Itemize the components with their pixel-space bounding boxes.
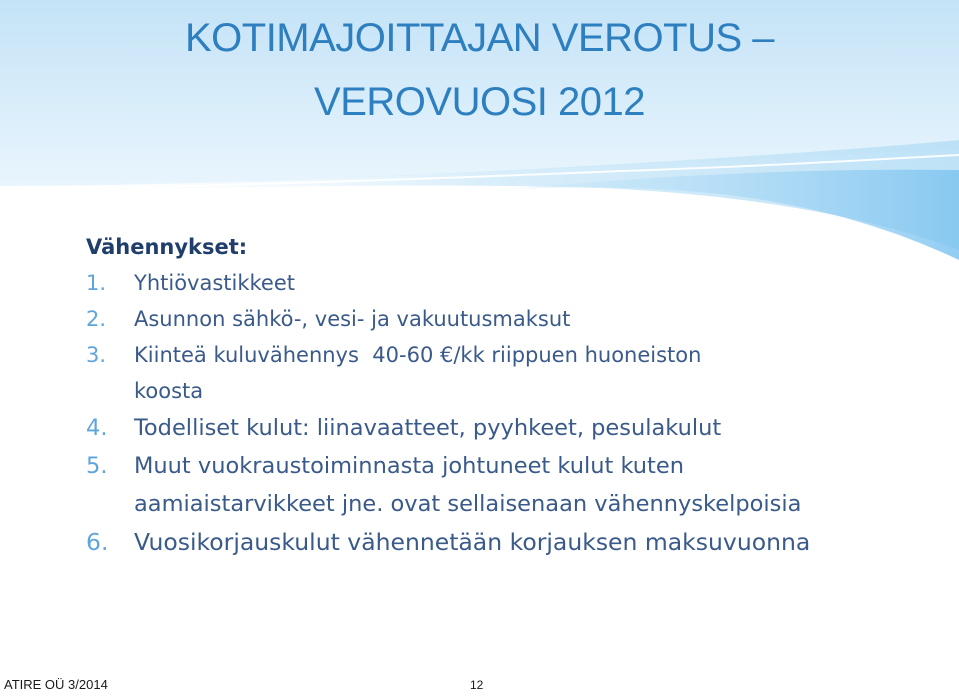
list-item-6 bbox=[86, 523, 926, 562]
list-item-2 bbox=[86, 301, 926, 337]
slide-title-line-1: KOTIMAJOITTAJAN VEROTUS – bbox=[184, 16, 775, 60]
list-number: 6. bbox=[86, 528, 109, 556]
list-number: 5. bbox=[86, 453, 108, 479]
list-item-text: Todelliset kulut: liinavaatteet, pyyhkeet, pesulakulut bbox=[134, 415, 722, 441]
list-item-text-continued: koosta bbox=[134, 379, 204, 403]
slide-title bbox=[0, 6, 959, 134]
list-item-3 bbox=[86, 337, 926, 409]
list-item-text: Yhtiövastikkeet bbox=[134, 271, 296, 295]
list-number: 2. bbox=[86, 307, 107, 331]
list-item-text: Asunnon sähkö-, vesi- ja vakuutusmaksut bbox=[134, 307, 571, 331]
list-number: 4. bbox=[86, 415, 108, 441]
footer-organization: ATIRE OÜ 3/2014 bbox=[4, 677, 108, 692]
list-item-text: Muut vuokraustoiminnasta johtuneet kulut kuten bbox=[134, 453, 684, 479]
list-item-4 bbox=[86, 409, 926, 447]
list-item-text: Kiinteä kuluvähennys 40-60 €/kk riippuen huoneiston bbox=[134, 343, 702, 367]
list-item-text: Vuosikorjauskulut vähennetään korjauksen maksuvuonna bbox=[134, 528, 811, 556]
list-item-text-continued: aamiaistarvikkeet jne. ovat sellaisenaan vähennyskelpoisia bbox=[134, 491, 802, 517]
footer-page-number: 12 bbox=[470, 678, 484, 692]
section-heading: Vähennykset: bbox=[86, 235, 248, 259]
list-number: 3. bbox=[86, 343, 107, 367]
slide-title-line-2: VEROVUOSI 2012 bbox=[314, 80, 645, 124]
slide-content bbox=[86, 229, 926, 562]
list-number: 1. bbox=[86, 271, 107, 295]
list-item-1 bbox=[86, 265, 926, 301]
list-item-5 bbox=[86, 447, 926, 523]
